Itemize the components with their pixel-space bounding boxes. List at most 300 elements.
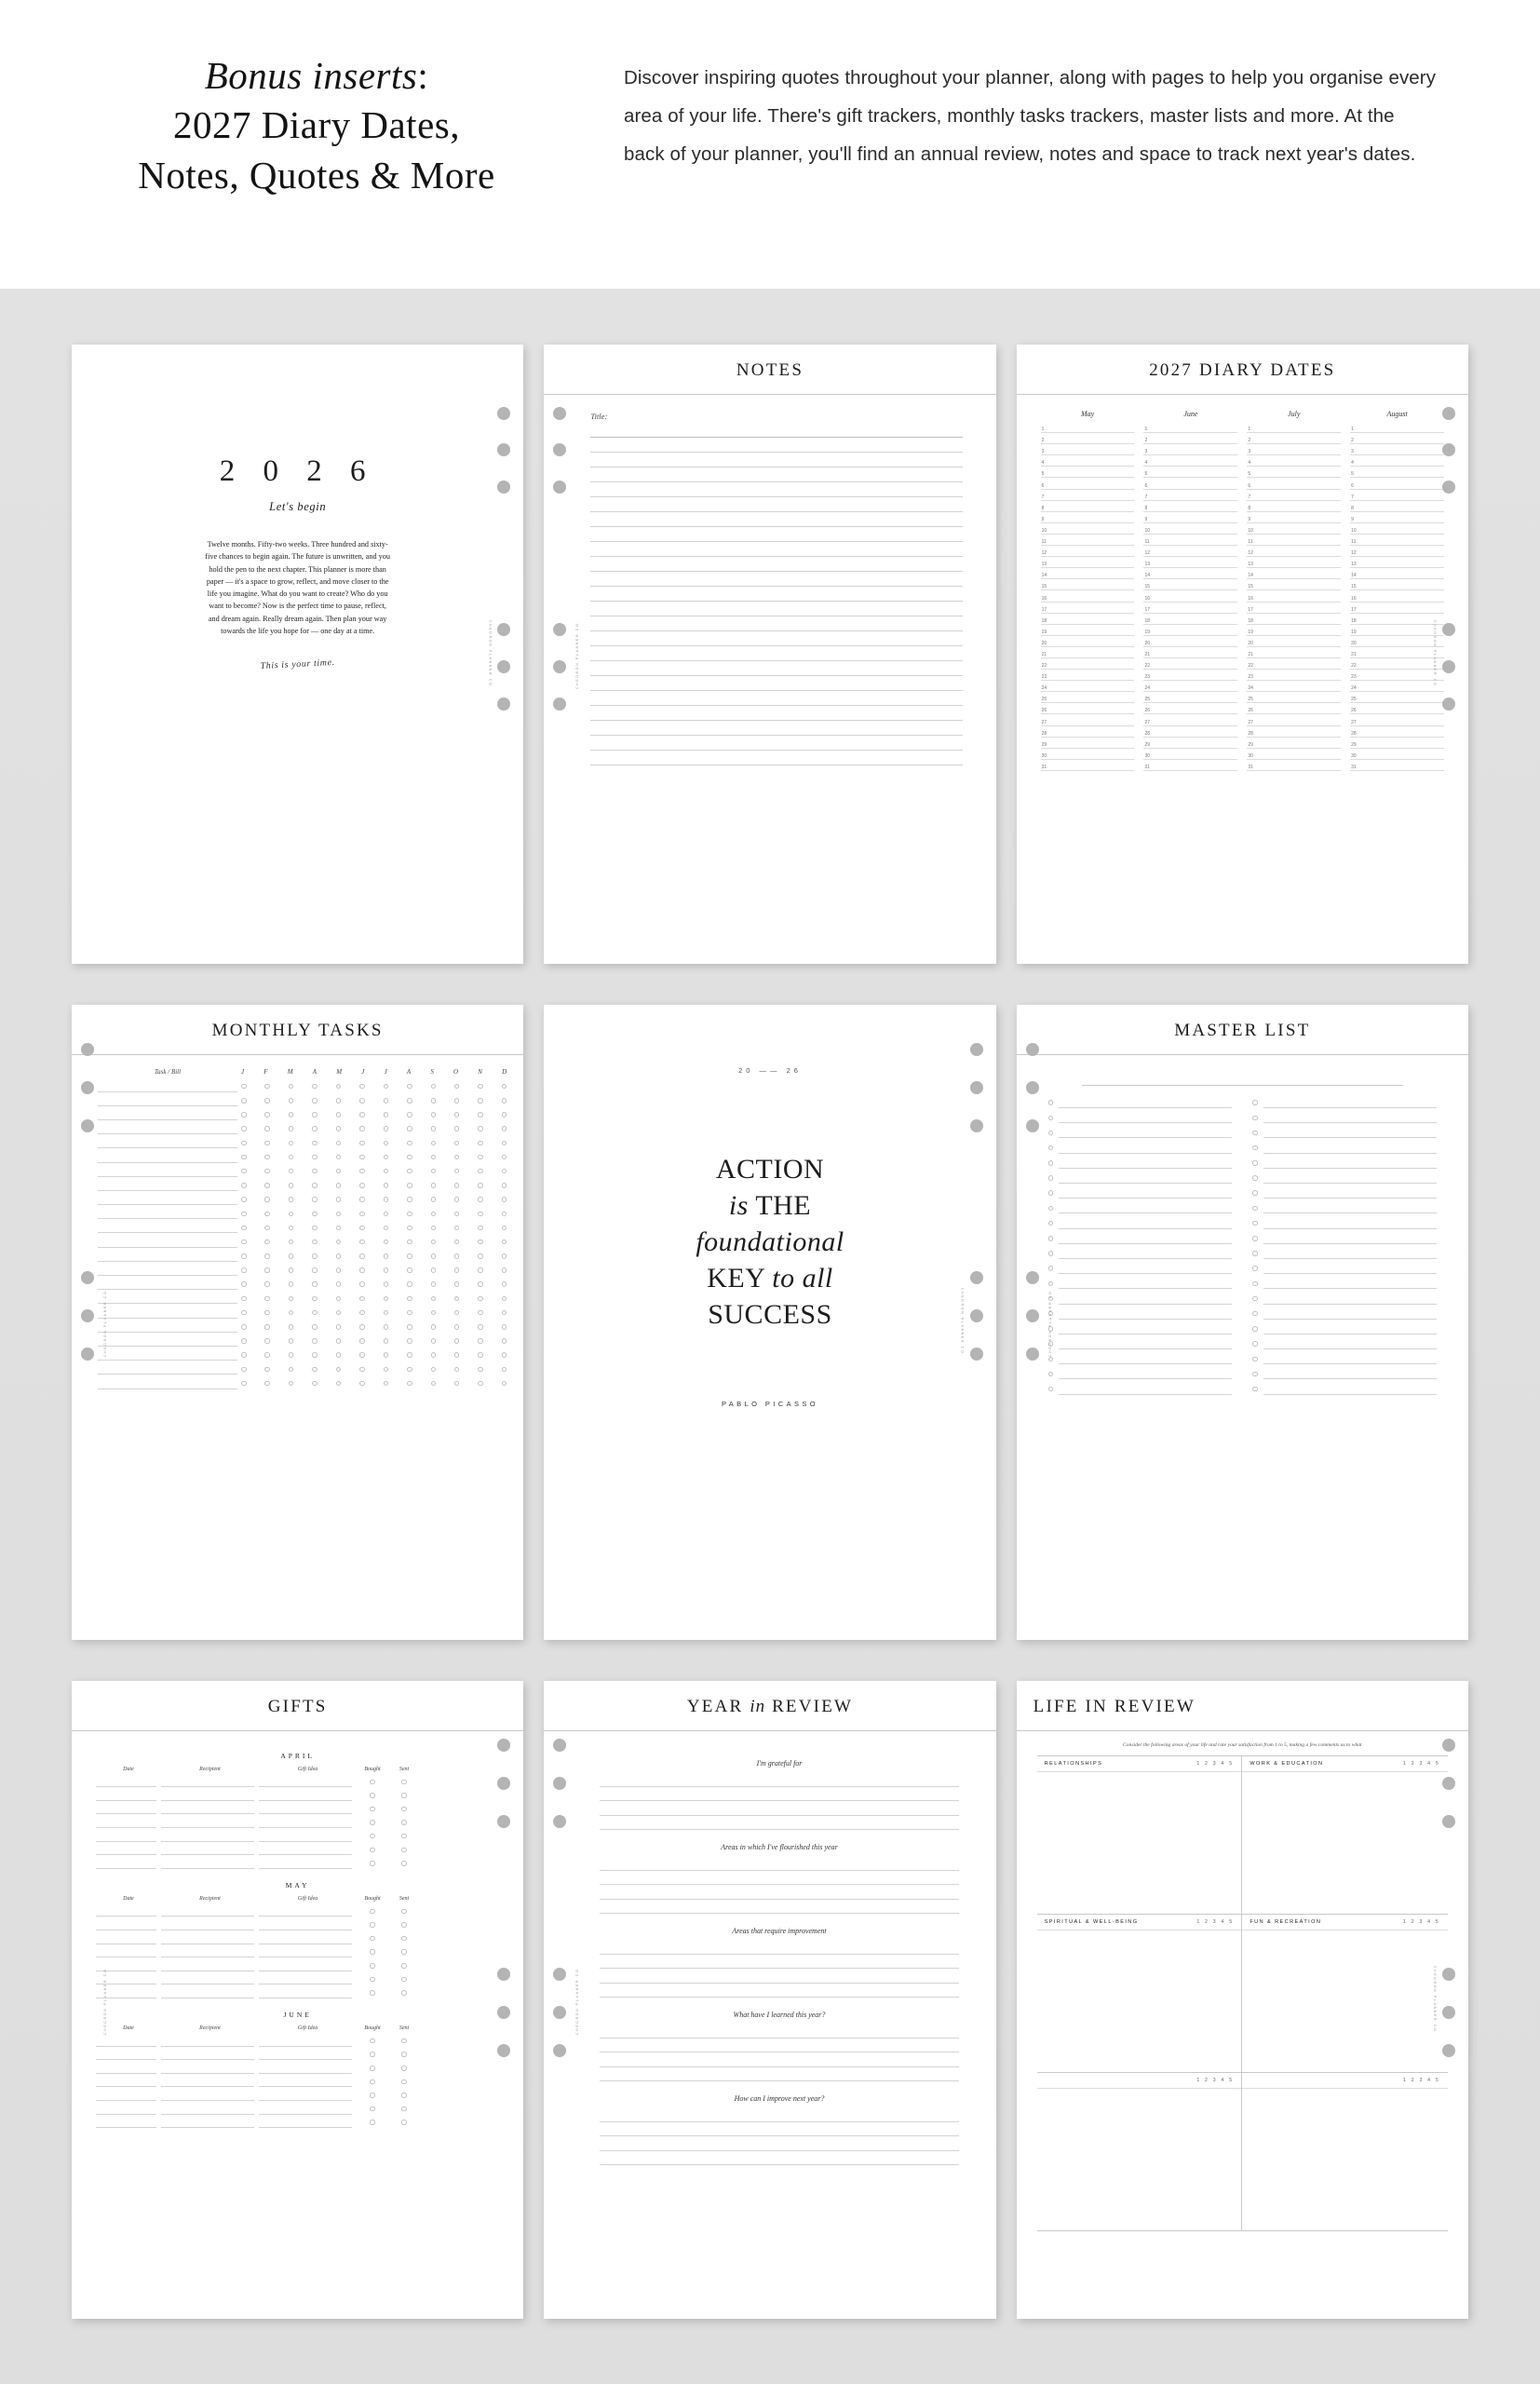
month-checkbox[interactable]: [359, 1367, 365, 1373]
gift-checkbox-cell[interactable]: [357, 2093, 388, 2098]
master-list-line[interactable]: [1263, 1187, 1437, 1199]
checkbox-circle-icon[interactable]: [1048, 1190, 1054, 1196]
diary-day-row[interactable]: 28: [1350, 726, 1444, 738]
month-checkbox[interactable]: [407, 1197, 412, 1202]
master-list-item[interactable]: [1252, 1110, 1437, 1125]
month-checkbox[interactable]: [241, 1183, 247, 1188]
master-list-line[interactable]: [1059, 1112, 1232, 1123]
diary-day-row[interactable]: 31: [1143, 760, 1237, 771]
month-checkbox[interactable]: [384, 1212, 389, 1217]
master-list-line[interactable]: [1059, 1308, 1232, 1320]
month-checkbox[interactable]: [431, 1197, 437, 1202]
month-checkbox[interactable]: [431, 1310, 437, 1316]
gift-row[interactable]: [96, 2048, 499, 2062]
task-name-field[interactable]: [98, 1349, 237, 1361]
life-review-cell[interactable]: [1242, 1915, 1448, 2073]
month-checkbox[interactable]: [312, 1197, 317, 1202]
month-checkbox[interactable]: [502, 1281, 507, 1287]
task-name-field[interactable]: [98, 1265, 237, 1276]
diary-day-row[interactable]: 23: [1247, 670, 1341, 681]
gift-row[interactable]: [96, 1972, 499, 1986]
gift-field[interactable]: [96, 1831, 156, 1842]
checkbox-circle-icon[interactable]: [1252, 1326, 1258, 1332]
month-checkbox[interactable]: [478, 1281, 483, 1287]
checkbox-circle-icon[interactable]: [1048, 1387, 1054, 1392]
gift-field[interactable]: [161, 1803, 254, 1814]
month-checkbox[interactable]: [502, 1141, 507, 1146]
master-list-line[interactable]: [1263, 1278, 1437, 1289]
gift-field[interactable]: [259, 1831, 352, 1842]
diary-day-row[interactable]: 16: [1350, 590, 1444, 602]
month-checkbox[interactable]: [384, 1352, 389, 1358]
gift-checkbox[interactable]: [370, 2066, 375, 2071]
diary-day-row[interactable]: 18: [1143, 614, 1237, 625]
monthly-task-row[interactable]: [98, 1362, 510, 1376]
life-review-cell[interactable]: [1037, 2073, 1243, 2231]
month-checkbox[interactable]: [336, 1239, 342, 1245]
checkbox-circle-icon[interactable]: [1048, 1100, 1054, 1105]
diary-day-row[interactable]: 12: [1041, 546, 1135, 557]
month-checkbox[interactable]: [407, 1352, 412, 1358]
month-checkbox[interactable]: [336, 1367, 342, 1373]
month-checkbox[interactable]: [478, 1155, 483, 1160]
diary-day-row[interactable]: 3: [1143, 444, 1237, 455]
gift-checkbox[interactable]: [401, 2052, 407, 2057]
diary-day-row[interactable]: 26: [1143, 703, 1237, 714]
month-checkbox[interactable]: [241, 1239, 247, 1245]
diary-day-row[interactable]: 19: [1041, 625, 1135, 636]
life-review-cell[interactable]: [1037, 1756, 1243, 1915]
master-list-item[interactable]: [1048, 1307, 1233, 1321]
month-checkbox[interactable]: [336, 1226, 342, 1231]
diary-day-row[interactable]: 29: [1143, 738, 1237, 749]
gift-checkbox-cell[interactable]: [357, 2120, 388, 2125]
page-notes[interactable]: [544, 345, 995, 964]
month-checkbox[interactable]: [407, 1253, 412, 1259]
diary-day-row[interactable]: 4: [1350, 455, 1444, 467]
month-checkbox[interactable]: [312, 1226, 317, 1231]
diary-day-row[interactable]: 11: [1247, 535, 1341, 546]
notes-line[interactable]: [590, 587, 962, 602]
month-checkbox[interactable]: [384, 1253, 389, 1259]
gift-checkbox[interactable]: [370, 1834, 375, 1839]
month-checkbox[interactable]: [431, 1239, 437, 1245]
diary-day-row[interactable]: 9: [1350, 512, 1444, 523]
gift-checkbox-cell[interactable]: [357, 1793, 388, 1798]
diary-day-row[interactable]: 22: [1143, 658, 1237, 670]
month-checkbox[interactable]: [431, 1296, 437, 1302]
gift-field[interactable]: [161, 1919, 254, 1930]
month-checkbox[interactable]: [384, 1310, 389, 1316]
diary-day-row[interactable]: 25: [1041, 692, 1135, 703]
rating-scale[interactable]: 1 2 3 4 5: [1196, 2078, 1235, 2083]
diary-day-row[interactable]: 31: [1247, 760, 1341, 771]
gift-checkbox-cell[interactable]: [388, 1990, 420, 1996]
gift-checkbox[interactable]: [370, 2120, 375, 2125]
diary-day-row[interactable]: 10: [1247, 523, 1341, 535]
monthly-task-row[interactable]: [98, 1093, 510, 1107]
month-checkbox[interactable]: [289, 1296, 294, 1302]
month-checkbox[interactable]: [312, 1296, 317, 1302]
month-checkbox[interactable]: [312, 1155, 317, 1160]
diary-day-row[interactable]: 13: [1350, 557, 1444, 568]
gift-checkbox[interactable]: [401, 1990, 407, 1996]
master-list-line[interactable]: [1059, 1218, 1232, 1229]
diary-day-row[interactable]: 12: [1247, 546, 1341, 557]
diary-day-row[interactable]: 7: [1143, 490, 1237, 501]
gift-row[interactable]: [96, 2102, 499, 2116]
monthly-task-row[interactable]: [98, 1249, 510, 1263]
review-answer-line[interactable]: [600, 2107, 958, 2122]
task-name-field[interactable]: [98, 1208, 237, 1219]
gift-field[interactable]: [259, 1919, 352, 1930]
gift-field[interactable]: [161, 1960, 254, 1971]
month-checkbox[interactable]: [289, 1212, 294, 1217]
month-checkbox[interactable]: [336, 1253, 342, 1259]
month-checkbox[interactable]: [407, 1367, 412, 1373]
diary-day-row[interactable]: 21: [1041, 647, 1135, 658]
month-checkbox[interactable]: [289, 1253, 294, 1259]
diary-day-row[interactable]: 18: [1247, 614, 1341, 625]
rating-scale[interactable]: 1 2 3 4 5: [1196, 1919, 1235, 1925]
diary-day-row[interactable]: 15: [1247, 579, 1341, 590]
checkbox-circle-icon[interactable]: [1252, 1175, 1258, 1181]
month-checkbox[interactable]: [359, 1352, 365, 1358]
month-checkbox[interactable]: [289, 1084, 294, 1090]
task-name-field[interactable]: [98, 1378, 237, 1389]
month-checkboxes[interactable]: [237, 1310, 510, 1316]
notes-line[interactable]: [590, 616, 962, 631]
task-name-field[interactable]: [98, 1123, 237, 1134]
review-answer-line[interactable]: [600, 1955, 958, 1970]
monthly-task-row[interactable]: [98, 1164, 510, 1178]
month-checkbox[interactable]: [454, 1155, 460, 1160]
month-checkbox[interactable]: [289, 1112, 294, 1118]
month-checkbox[interactable]: [336, 1155, 342, 1160]
gift-field[interactable]: [161, 1817, 254, 1828]
month-checkboxes[interactable]: [237, 1367, 510, 1373]
month-checkbox[interactable]: [264, 1169, 270, 1174]
gift-field[interactable]: [259, 1803, 352, 1814]
gift-checkbox[interactable]: [401, 1780, 407, 1785]
gift-checkbox-cell[interactable]: [388, 1848, 420, 1853]
diary-day-row[interactable]: 24: [1247, 681, 1341, 692]
diary-day-row[interactable]: 24: [1350, 681, 1444, 692]
gift-checkbox-cell[interactable]: [388, 1922, 420, 1928]
gift-field[interactable]: [259, 1946, 352, 1957]
month-checkbox[interactable]: [336, 1212, 342, 1217]
checkbox-circle-icon[interactable]: [1252, 1387, 1258, 1392]
monthly-task-row[interactable]: [98, 1107, 510, 1121]
gift-checkbox[interactable]: [401, 1949, 407, 1955]
month-checkbox[interactable]: [454, 1253, 460, 1259]
month-checkbox[interactable]: [431, 1126, 437, 1131]
diary-day-row[interactable]: 6: [1041, 478, 1135, 489]
diary-day-row[interactable]: 6: [1247, 478, 1341, 489]
month-checkbox[interactable]: [312, 1098, 317, 1104]
diary-day-row[interactable]: 3: [1247, 444, 1341, 455]
checkbox-circle-icon[interactable]: [1252, 1116, 1258, 1121]
month-checkbox[interactable]: [264, 1310, 270, 1316]
month-checkbox[interactable]: [454, 1352, 460, 1358]
diary-day-row[interactable]: 27: [1247, 714, 1341, 725]
diary-day-row[interactable]: 15: [1143, 579, 1237, 590]
month-checkbox[interactable]: [359, 1338, 365, 1344]
gift-checkbox[interactable]: [401, 1936, 407, 1942]
master-list-item[interactable]: [1252, 1141, 1437, 1156]
master-list-line[interactable]: [1059, 1353, 1232, 1364]
month-checkbox[interactable]: [407, 1084, 412, 1090]
month-checkbox[interactable]: [478, 1197, 483, 1202]
gift-row[interactable]: [96, 2089, 499, 2103]
month-checkbox[interactable]: [264, 1183, 270, 1188]
month-checkbox[interactable]: [384, 1169, 389, 1174]
master-list-item[interactable]: [1252, 1216, 1437, 1231]
gift-field[interactable]: [259, 2036, 352, 2047]
review-answer-line[interactable]: [600, 1984, 958, 1998]
month-checkbox[interactable]: [384, 1281, 389, 1287]
month-checkbox[interactable]: [384, 1197, 389, 1202]
gift-checkbox-cell[interactable]: [357, 1807, 388, 1812]
month-checkbox[interactable]: [336, 1169, 342, 1174]
monthly-task-row[interactable]: [98, 1178, 510, 1192]
master-list-item[interactable]: [1252, 1321, 1437, 1336]
month-checkbox[interactable]: [289, 1141, 294, 1146]
diary-day-row[interactable]: 17: [1041, 603, 1135, 614]
month-checkbox[interactable]: [336, 1084, 342, 1090]
gift-field[interactable]: [161, 2076, 254, 2087]
month-checkbox[interactable]: [289, 1239, 294, 1245]
month-checkbox[interactable]: [431, 1098, 437, 1104]
month-checkbox[interactable]: [336, 1324, 342, 1330]
master-list-item[interactable]: [1252, 1261, 1437, 1276]
review-answer-line[interactable]: [600, 2067, 958, 2082]
master-list-item[interactable]: [1048, 1321, 1233, 1336]
month-checkbox[interactable]: [289, 1169, 294, 1174]
master-list-line[interactable]: [1059, 1338, 1232, 1349]
gift-checkbox-cell[interactable]: [388, 1963, 420, 1969]
gift-field[interactable]: [259, 1844, 352, 1855]
life-review-cell[interactable]: [1037, 1915, 1243, 2073]
month-checkbox[interactable]: [264, 1212, 270, 1217]
gift-field[interactable]: [161, 2104, 254, 2115]
gift-checkbox-cell[interactable]: [388, 2120, 420, 2125]
gift-checkbox[interactable]: [370, 2079, 375, 2085]
task-name-field[interactable]: [98, 1095, 237, 1106]
gift-row[interactable]: [96, 1843, 499, 1857]
review-answer-line[interactable]: [600, 1801, 958, 1816]
monthly-task-row[interactable]: [98, 1136, 510, 1150]
gift-row[interactable]: [96, 1931, 499, 1945]
month-checkbox[interactable]: [289, 1352, 294, 1358]
diary-day-row[interactable]: 1: [1041, 422, 1135, 433]
monthly-task-row[interactable]: [98, 1221, 510, 1235]
gift-checkbox[interactable]: [401, 2093, 407, 2098]
month-checkbox[interactable]: [478, 1084, 483, 1090]
month-checkbox[interactable]: [289, 1338, 294, 1344]
gift-checkbox-cell[interactable]: [357, 2039, 388, 2044]
month-checkbox[interactable]: [264, 1381, 270, 1387]
month-checkbox[interactable]: [384, 1239, 389, 1245]
month-checkbox[interactable]: [407, 1112, 412, 1118]
master-list-line[interactable]: [1059, 1384, 1232, 1395]
gift-checkbox-cell[interactable]: [388, 1807, 420, 1812]
diary-day-row[interactable]: 29: [1247, 738, 1341, 749]
month-checkbox[interactable]: [478, 1352, 483, 1358]
diary-day-row[interactable]: 9: [1041, 512, 1135, 523]
month-checkbox[interactable]: [478, 1226, 483, 1231]
notes-line[interactable]: [590, 706, 962, 721]
gift-field[interactable]: [161, 2117, 254, 2128]
master-list-item[interactable]: [1252, 1156, 1437, 1171]
master-list-line[interactable]: [1263, 1248, 1437, 1259]
month-checkbox[interactable]: [407, 1324, 412, 1330]
month-checkboxes[interactable]: [237, 1183, 510, 1188]
gift-field[interactable]: [96, 2049, 156, 2060]
checkbox-circle-icon[interactable]: [1252, 1131, 1258, 1136]
monthly-task-row[interactable]: [98, 1292, 510, 1306]
month-checkboxes[interactable]: [237, 1155, 510, 1160]
diary-day-row[interactable]: 17: [1247, 603, 1341, 614]
gift-checkbox[interactable]: [370, 1820, 375, 1825]
master-list-line[interactable]: [1263, 1202, 1437, 1213]
diary-day-row[interactable]: 3: [1350, 444, 1444, 455]
checkbox-circle-icon[interactable]: [1252, 1341, 1258, 1347]
diary-day-row[interactable]: 7: [1350, 490, 1444, 501]
notes-line[interactable]: [590, 691, 962, 706]
gift-field[interactable]: [96, 1858, 156, 1869]
master-list-line[interactable]: [1263, 1368, 1437, 1379]
master-list-line[interactable]: [1059, 1202, 1232, 1213]
diary-day-row[interactable]: 14: [1143, 568, 1237, 579]
gift-field[interactable]: [259, 1817, 352, 1828]
diary-day-row[interactable]: 7: [1041, 490, 1135, 501]
month-checkbox[interactable]: [431, 1112, 437, 1118]
gift-field[interactable]: [259, 1790, 352, 1801]
gift-checkbox-cell[interactable]: [388, 2079, 420, 2085]
month-checkbox[interactable]: [478, 1098, 483, 1104]
gift-field[interactable]: [161, 1844, 254, 1855]
month-checkbox[interactable]: [478, 1169, 483, 1174]
diary-day-row[interactable]: 13: [1041, 557, 1135, 568]
month-checkbox[interactable]: [359, 1310, 365, 1316]
month-checkbox[interactable]: [241, 1212, 247, 1217]
gift-checkbox[interactable]: [370, 1990, 375, 1996]
diary-day-row[interactable]: 20: [1247, 636, 1341, 647]
master-list-line[interactable]: [1059, 1127, 1232, 1138]
month-checkbox[interactable]: [502, 1212, 507, 1217]
master-list-line[interactable]: [1263, 1112, 1437, 1123]
gift-checkbox[interactable]: [401, 1834, 407, 1839]
diary-day-row[interactable]: 5: [1041, 467, 1135, 478]
page-year-in-review[interactable]: [544, 1681, 995, 2319]
month-checkbox[interactable]: [312, 1352, 317, 1358]
month-checkbox[interactable]: [336, 1352, 342, 1358]
checkbox-circle-icon[interactable]: [1048, 1236, 1054, 1241]
notes-line[interactable]: [590, 631, 962, 646]
gift-checkbox[interactable]: [370, 2052, 375, 2057]
month-checkbox[interactable]: [454, 1212, 460, 1217]
master-list-item[interactable]: [1048, 1336, 1233, 1351]
diary-day-row[interactable]: 25: [1143, 692, 1237, 703]
diary-day-row[interactable]: 2: [1041, 433, 1135, 444]
diary-day-row[interactable]: 14: [1247, 568, 1341, 579]
monthly-task-row[interactable]: [98, 1278, 510, 1292]
gift-checkbox[interactable]: [401, 1793, 407, 1798]
diary-day-row[interactable]: 8: [1143, 501, 1237, 512]
diary-day-row[interactable]: 30: [1041, 749, 1135, 760]
month-checkboxes[interactable]: [237, 1239, 510, 1245]
gift-checkbox-cell[interactable]: [388, 2106, 420, 2112]
month-checkbox[interactable]: [359, 1226, 365, 1231]
month-checkbox[interactable]: [407, 1155, 412, 1160]
gift-checkbox[interactable]: [401, 1807, 407, 1812]
diary-day-row[interactable]: 1: [1247, 422, 1341, 433]
life-review-cell[interactable]: [1242, 1756, 1448, 1915]
master-list-item[interactable]: [1048, 1141, 1233, 1156]
diary-day-row[interactable]: 15: [1041, 579, 1135, 590]
month-checkbox[interactable]: [407, 1126, 412, 1131]
month-checkbox[interactable]: [359, 1155, 365, 1160]
monthly-task-row[interactable]: [98, 1193, 510, 1207]
task-name-field[interactable]: [98, 1081, 237, 1092]
master-list-line[interactable]: [1059, 1172, 1232, 1184]
gift-field[interactable]: [259, 2063, 352, 2074]
month-checkbox[interactable]: [336, 1098, 342, 1104]
gift-checkbox[interactable]: [370, 1922, 375, 1928]
master-list-item[interactable]: [1252, 1200, 1437, 1215]
checkbox-circle-icon[interactable]: [1048, 1281, 1054, 1287]
diary-day-row[interactable]: 14: [1350, 568, 1444, 579]
diary-day-row[interactable]: 26: [1041, 703, 1135, 714]
master-list-item[interactable]: [1048, 1216, 1233, 1231]
gift-row[interactable]: [96, 1959, 499, 1973]
gift-checkbox-cell[interactable]: [357, 1963, 388, 1969]
month-checkbox[interactable]: [241, 1352, 247, 1358]
gift-checkbox[interactable]: [370, 1848, 375, 1853]
gift-field[interactable]: [161, 2036, 254, 2047]
month-checkbox[interactable]: [359, 1212, 365, 1217]
gift-row[interactable]: [96, 2034, 499, 2048]
gift-checkbox-cell[interactable]: [388, 2066, 420, 2071]
month-checkbox[interactable]: [384, 1267, 389, 1273]
gift-field[interactable]: [96, 2104, 156, 2115]
diary-day-row[interactable]: 19: [1143, 625, 1237, 636]
gift-row[interactable]: [96, 1802, 499, 1816]
master-list-line[interactable]: [1059, 1368, 1232, 1379]
gift-field[interactable]: [259, 1973, 352, 1984]
master-list-item[interactable]: [1048, 1095, 1233, 1110]
notes-lines[interactable]: [590, 423, 962, 765]
month-checkbox[interactable]: [454, 1324, 460, 1330]
month-checkboxes[interactable]: [237, 1126, 510, 1131]
month-checkbox[interactable]: [431, 1183, 437, 1188]
notes-line[interactable]: [590, 467, 962, 482]
month-checkbox[interactable]: [264, 1281, 270, 1287]
diary-day-row[interactable]: 23: [1350, 670, 1444, 681]
month-checkbox[interactable]: [241, 1281, 247, 1287]
month-checkbox[interactable]: [312, 1183, 317, 1188]
diary-day-row[interactable]: 17: [1350, 603, 1444, 614]
month-checkbox[interactable]: [384, 1141, 389, 1146]
gift-checkbox[interactable]: [401, 2120, 407, 2125]
month-checkbox[interactable]: [384, 1183, 389, 1188]
month-checkbox[interactable]: [502, 1183, 507, 1188]
month-checkbox[interactable]: [407, 1212, 412, 1217]
month-checkbox[interactable]: [502, 1367, 507, 1373]
gift-field[interactable]: [96, 2036, 156, 2047]
checkbox-circle-icon[interactable]: [1048, 1116, 1054, 1121]
